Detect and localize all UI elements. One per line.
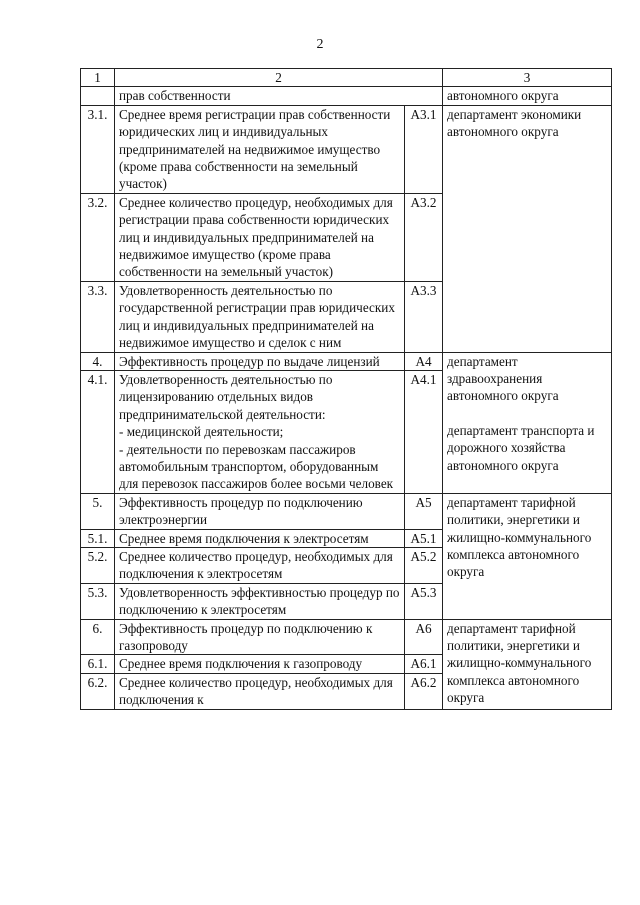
row-number: 3.3. (81, 281, 115, 352)
description-line: - медицинской деятельности; (119, 424, 284, 440)
row-number: 3.2. (81, 193, 115, 281)
table-row (81, 493, 612, 529)
row-number: 6.2. (81, 673, 115, 709)
row-description: Среднее количество процедур, необходимых для регистрации права собственности юридических лиц и индивидуальных предпринимателей на недвижимое имущество (кроме права собственности на земельный участок) (115, 193, 405, 281)
table-row (81, 352, 612, 370)
row-description: Эффективность процедур по подключению электроэнергии (115, 493, 405, 529)
row-code: А4.1 (405, 370, 443, 493)
row-department (443, 352, 612, 493)
row-description: Удовлетворенность эффективностью процедур по подключению к электросетям (115, 583, 405, 619)
row-code: А3.1 (405, 105, 443, 193)
row-number: 5. (81, 493, 115, 529)
row-description: Среднее время регистрации прав собственности юридических лиц и индивидуальных предпринимателей на недвижимое имущество (кроме права собственности на земельный участок) (115, 105, 405, 193)
page-number: 2 (316, 37, 324, 52)
description-line: Удовлетворенность деятельностью по лицензированию отдельных видов предпринимательской деятельности: (119, 371, 333, 422)
row-code: А5.1 (405, 529, 443, 547)
row-number: 6.1. (81, 655, 115, 673)
row-code: А3.3 (405, 281, 443, 352)
row-description: прав собственности (115, 87, 443, 105)
row-code: А4 (405, 352, 443, 370)
row-code: А5.3 (405, 583, 443, 619)
row-code: А5.2 (405, 547, 443, 583)
row-code: А3.2 (405, 193, 443, 281)
row-department: автономного округа (443, 87, 612, 105)
row-code: А6.1 (405, 655, 443, 673)
department-transport: департамент транспорта и дорожного хозяйства автономного округа (447, 422, 595, 473)
row-code: А6.2 (405, 673, 443, 709)
row-number: 5.1. (81, 529, 115, 547)
row-number: 5.3. (81, 583, 115, 619)
header-row (81, 69, 612, 87)
row-number: 4. (81, 352, 115, 370)
row-department: департамент тарифной политики, энергетики и жилищно-коммунального комплекса автономного округа (443, 493, 612, 619)
row-number: 6. (81, 619, 115, 655)
description-line: - деятельности по перевозкам пассажиров автомобильным транспортом, оборудованным для перевозок пассажиров более восьми человек (119, 441, 394, 492)
indicators-table (80, 68, 612, 710)
row-department: департамент тарифной политики, энергетики и жилищно-коммунального комплекса автономного округа (443, 619, 612, 709)
row-description: Эффективность процедур по подключению к газопроводу (115, 619, 405, 655)
row-department: департамент экономики автономного округа (443, 105, 612, 352)
row-description: Эффективность процедур по выдаче лицензий (115, 352, 405, 370)
department-spacer (447, 405, 607, 422)
row-description (115, 370, 405, 493)
table-row (81, 87, 612, 105)
row-description: Среднее время подключения к газопроводу (115, 655, 405, 673)
row-number: 5.2. (81, 547, 115, 583)
row-code: А6 (405, 619, 443, 655)
row-number: 4.1. (81, 370, 115, 493)
row-description: Удовлетворенность деятельностью по государственной регистрации прав юридических лиц и индивидуальных предпринимателей на недвижимое имущество и сделок с ним (115, 281, 405, 352)
header-col-3: 3 (443, 69, 612, 87)
row-description: Среднее количество процедур, необходимых для подключения к (115, 673, 405, 709)
table-row (81, 619, 612, 655)
row-number (81, 87, 115, 105)
row-number: 3.1. (81, 105, 115, 193)
table-row (81, 105, 612, 193)
row-description: Среднее время подключения к электросетям (115, 529, 405, 547)
row-code: А5 (405, 493, 443, 529)
row-description: Среднее количество процедур, необходимых для подключения к электросетям (115, 547, 405, 583)
header-col-1: 1 (81, 69, 115, 87)
header-col-2: 2 (115, 69, 443, 87)
department-health: департамент здравоохранения автономного округа (447, 353, 559, 404)
